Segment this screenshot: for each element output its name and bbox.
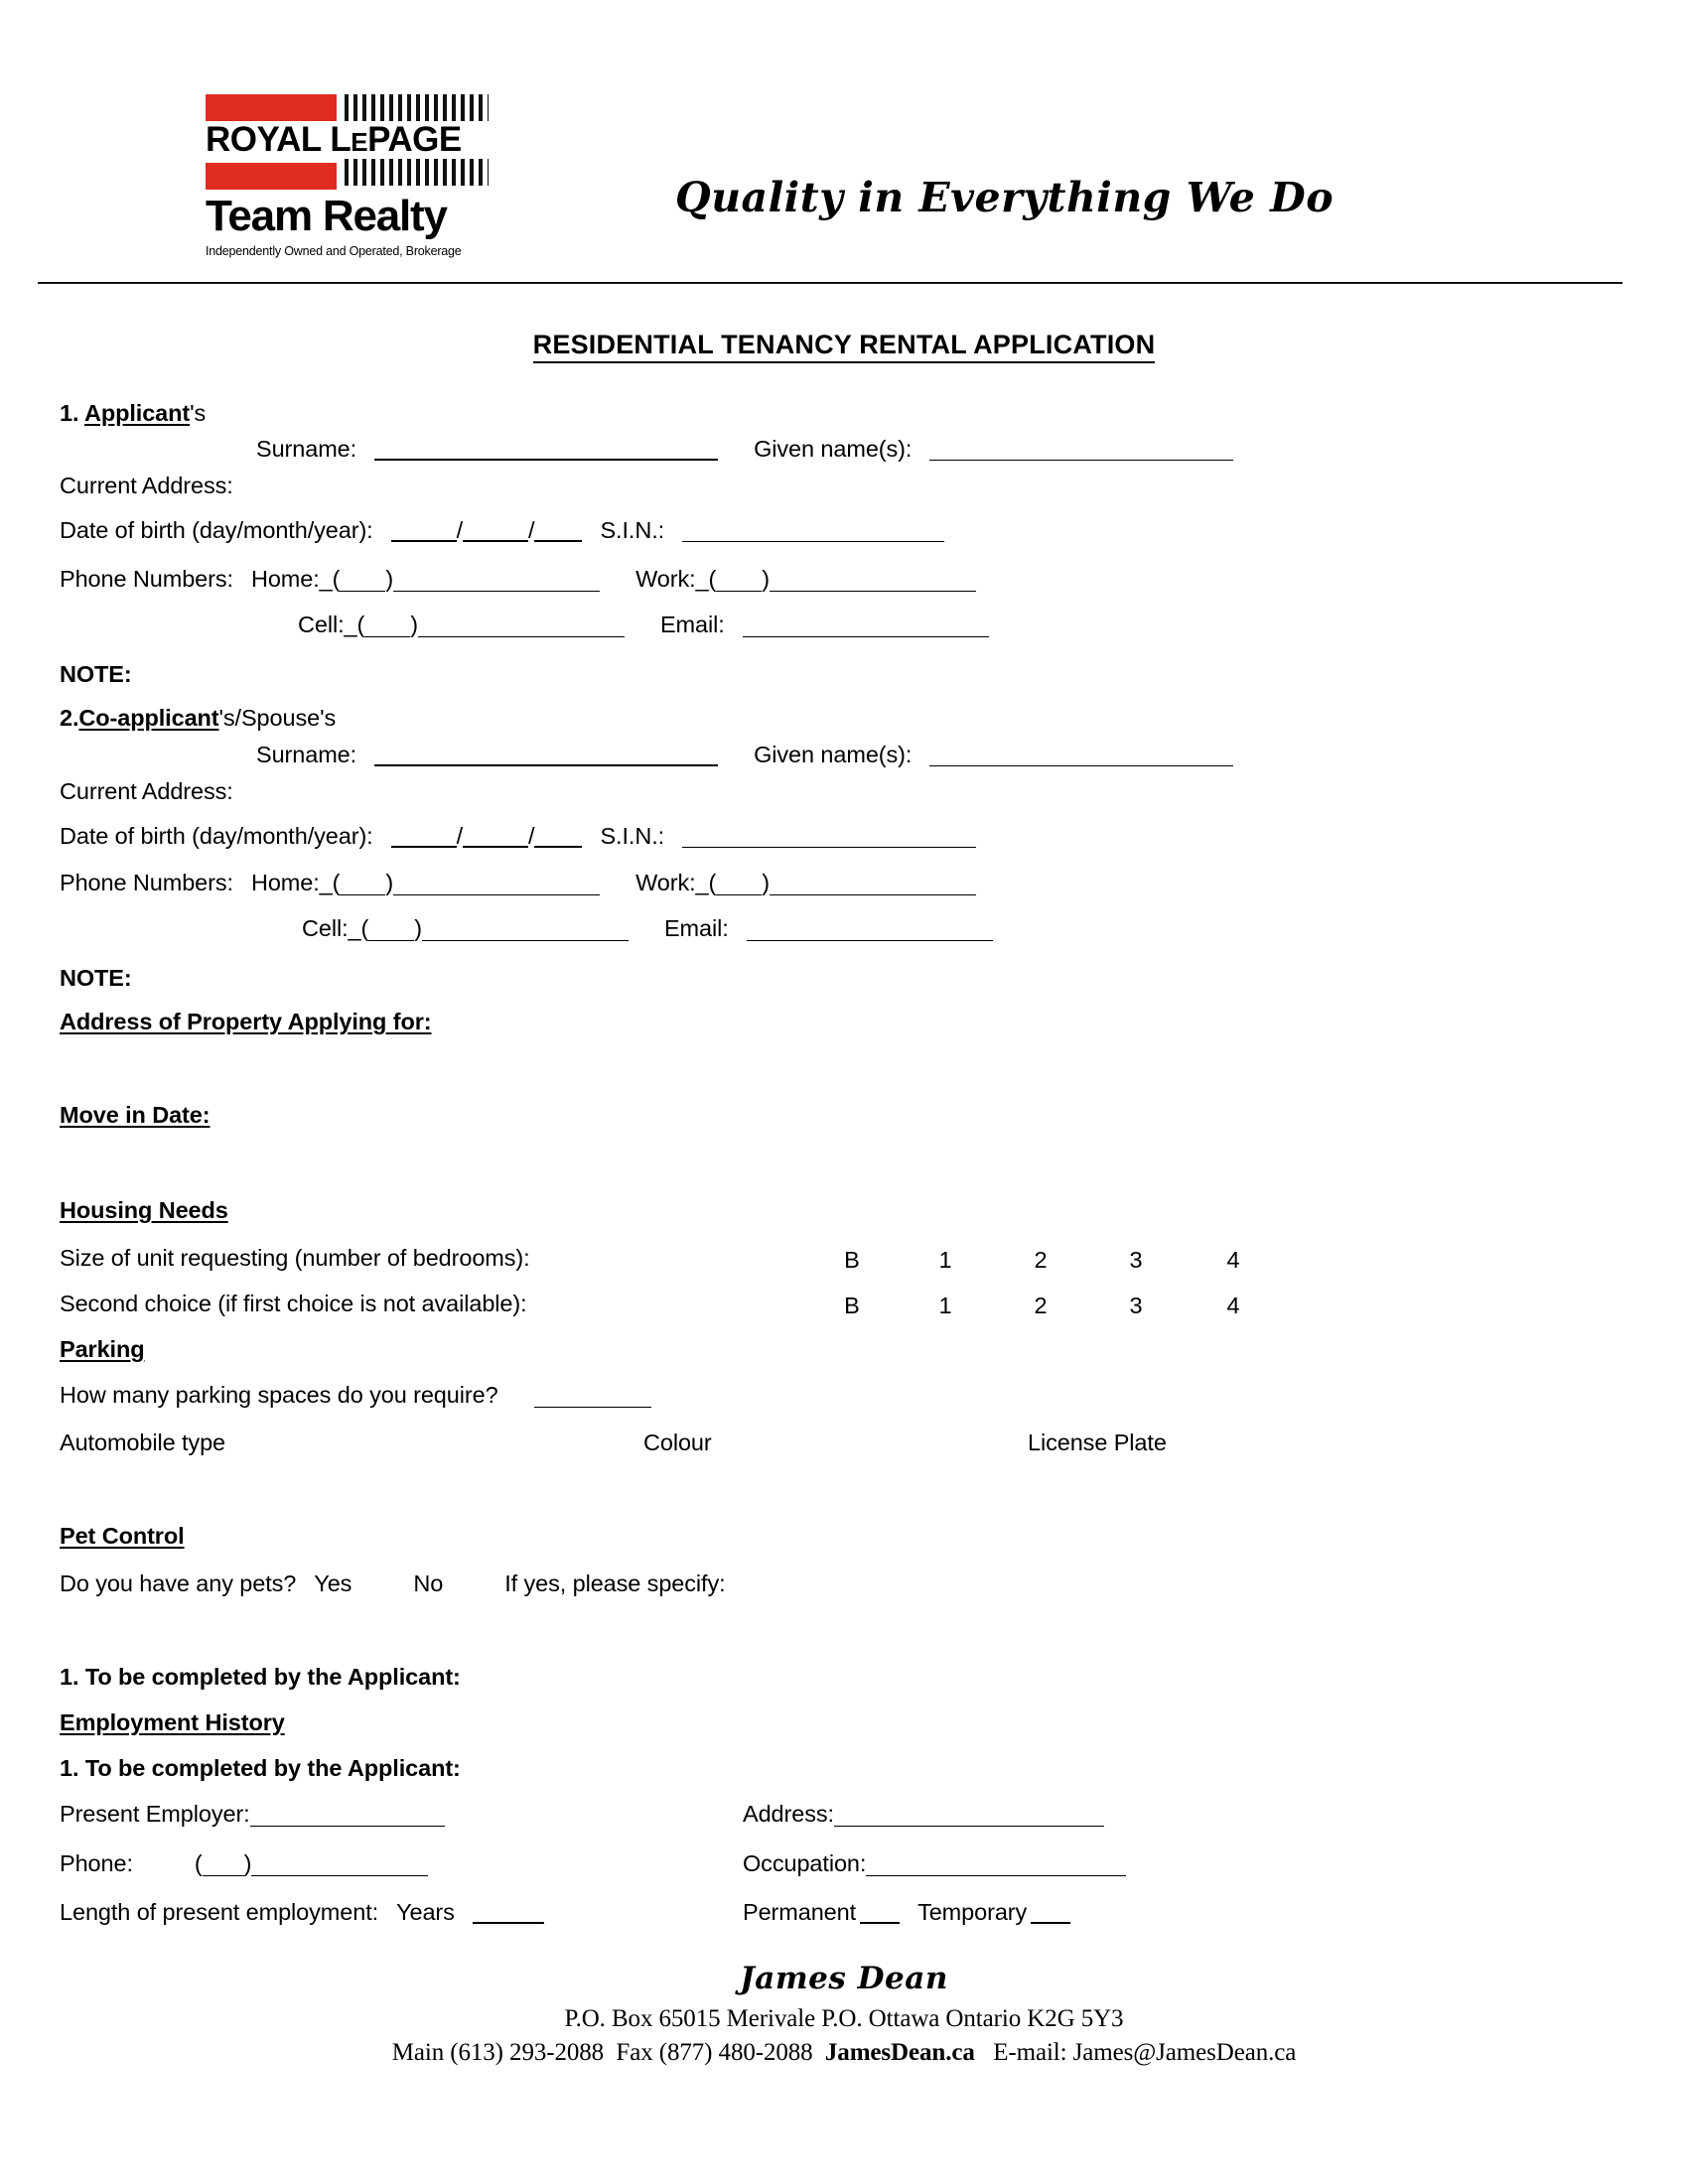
logo-bottom-row xyxy=(206,159,489,190)
coapplicant-surname-row xyxy=(256,743,1233,766)
parking-spaces-label: How many parking spaces do you require? xyxy=(60,1382,498,1408)
agent-name: James Dean xyxy=(740,1961,948,1996)
coapplicant-cell-paren-open: _( xyxy=(348,915,369,941)
employment-phone-number-input[interactable] xyxy=(251,1852,428,1875)
page-footer xyxy=(0,1961,1688,2070)
coapplicant-email-label: Email: xyxy=(663,915,729,941)
coapplicant-home-number-input[interactable] xyxy=(393,872,600,894)
employment-phone-label: Phone: xyxy=(60,1850,133,1876)
employment-completed-by-heading-2: 1. To be completed by the Applicant: xyxy=(60,1755,461,1781)
occupation-row xyxy=(743,1852,1126,1876)
present-employer-row xyxy=(60,1803,445,1827)
license-plate-label: License Plate xyxy=(1028,1430,1167,1455)
barcode-pattern-top-icon xyxy=(345,94,489,121)
pet-control-heading: Pet Control xyxy=(60,1523,185,1549)
coapplicant-cell-number-input[interactable] xyxy=(422,917,629,940)
logo-brand-tail: PAGE xyxy=(367,120,462,159)
coapplicant-dob-sep-2: / xyxy=(528,822,535,849)
second-choice-option-4[interactable]: 4 xyxy=(1226,1293,1240,1318)
page-title-text: RESIDENTIAL TENANCY RENTAL APPLICATION xyxy=(533,330,1156,363)
coapplicant-surname-label: Surname: xyxy=(256,741,357,767)
applicant-email-input[interactable] xyxy=(743,614,989,636)
coapplicant-given-input[interactable] xyxy=(929,744,1233,766)
employment-years-label: Years xyxy=(396,1898,455,1925)
applicant-phone-label: Phone Numbers: xyxy=(60,566,233,592)
applicant-home-number-input[interactable] xyxy=(393,568,600,591)
applicant-work-area-input[interactable] xyxy=(716,568,762,591)
logo-brand-lead: ROYAL L xyxy=(206,120,352,159)
coapplicant-sin-label: S.I.N.: xyxy=(600,822,665,849)
applicant-work-paren-open: _( xyxy=(695,566,717,592)
coapplicant-work-paren-open: _( xyxy=(695,870,717,895)
coapplicant-sin-input[interactable] xyxy=(682,825,976,848)
logo-red-bar-bottom xyxy=(206,163,337,190)
first-choice-option-2[interactable]: 2 xyxy=(1034,1247,1048,1273)
coapplicant-cell-row xyxy=(302,917,993,941)
coapplicant-phone-label: Phone Numbers: xyxy=(60,870,233,895)
coapplicant-heading xyxy=(60,707,336,731)
coapplicant-note-label: NOTE: xyxy=(60,965,132,991)
applicant-heading-suffix: 's xyxy=(190,400,207,426)
coapplicant-work-area-input[interactable] xyxy=(716,872,762,894)
applicant-home-paren-close: ) xyxy=(385,566,394,592)
employment-phone-area-input[interactable] xyxy=(203,1852,244,1875)
applicant-dob-month-input[interactable] xyxy=(463,518,528,542)
applicant-sin-label: S.I.N.: xyxy=(600,516,665,543)
present-employer-input[interactable] xyxy=(250,1803,445,1826)
second-choice-option-3[interactable]: 3 xyxy=(1129,1293,1143,1318)
applicant-dob-row xyxy=(60,518,944,542)
coapplicant-heading-suffix: 's/Spouse's xyxy=(218,705,337,731)
applicant-surname-row xyxy=(256,437,1233,461)
coapplicant-current-address-label: Current Address: xyxy=(60,778,233,804)
coapplicant-cell-paren-close: ) xyxy=(414,915,422,941)
employment-length-label: Length of present employment: xyxy=(60,1898,379,1925)
pet-question-label: Do you have any pets? xyxy=(60,1570,297,1596)
applicant-cell-paren-close: ) xyxy=(410,612,418,637)
applicant-cell-number-input[interactable] xyxy=(418,614,625,636)
first-choice-option-1[interactable]: 1 xyxy=(938,1247,952,1273)
applicant-given-input[interactable] xyxy=(929,438,1233,461)
main-phone: Main (613) 293-2088 xyxy=(391,2038,605,2066)
housing-second-choice-label: Second choice (if first choice is not available): xyxy=(60,1291,527,1316)
applicant-home-label: Home: xyxy=(250,566,320,592)
second-choice-option-1[interactable]: 1 xyxy=(938,1293,952,1318)
parking-spaces-input[interactable] xyxy=(534,1384,651,1407)
website-link[interactable]: JamesDean.ca xyxy=(824,2038,975,2066)
applicant-cell-paren-open: _( xyxy=(344,612,365,637)
coapplicant-email-input[interactable] xyxy=(747,917,993,940)
logo-brand-small-e: E xyxy=(351,127,368,157)
present-employer-label: Present Employer: xyxy=(60,1801,250,1827)
first-choice-option-4[interactable]: 4 xyxy=(1226,1247,1240,1273)
parking-heading: Parking xyxy=(60,1336,145,1362)
logo-red-bar-top xyxy=(206,94,337,121)
permanent-label: Permanent xyxy=(743,1898,857,1925)
logo-team-name: Team Realty xyxy=(206,192,447,241)
temporary-checkbox[interactable] xyxy=(1031,1900,1070,1924)
applicant-dob-year-input[interactable] xyxy=(534,518,582,542)
first-choice-option-b[interactable]: B xyxy=(844,1247,860,1273)
applicant-dob-label: Date of birth (day/month/year): xyxy=(60,516,373,543)
coapplicant-dob-year-input[interactable] xyxy=(534,824,582,848)
applicant-note-label: NOTE: xyxy=(60,661,132,687)
logo-top-row xyxy=(206,94,489,121)
applicant-work-number-input[interactable] xyxy=(770,568,976,591)
applicant-email-label: Email: xyxy=(659,612,725,637)
pet-question-row xyxy=(60,1572,726,1596)
employment-years-input[interactable] xyxy=(473,1900,544,1924)
applicant-home-area-input[interactable] xyxy=(340,568,385,591)
employment-phone-row xyxy=(60,1852,428,1876)
coapplicant-cell-label: Cell: xyxy=(302,915,349,941)
employment-phone-paren-close: ) xyxy=(243,1850,252,1876)
coapplicant-heading-number: 2. xyxy=(60,705,79,731)
fax-number: Fax (877) 480-2088 xyxy=(616,2038,813,2066)
applicant-phone-row xyxy=(60,568,976,592)
coapplicant-dob-row xyxy=(60,824,976,848)
applicant-sin-input[interactable] xyxy=(682,519,944,542)
applicant-home-paren-open: _( xyxy=(319,566,341,592)
office-address: P.O. Box 65015 Merivale P.O. Ottawa Ontario K2G 5Y3 xyxy=(564,2005,1124,2032)
coapplicant-phone-row xyxy=(60,872,976,895)
coapplicant-cell-area-input[interactable] xyxy=(368,917,414,940)
housing-first-choice-label: Size of unit requesting (number of bedrooms): xyxy=(60,1245,530,1271)
property-address-heading: Address of Property Applying for: xyxy=(60,1009,432,1034)
applicant-dob-day-input[interactable] xyxy=(391,518,457,542)
second-choice-option-b[interactable]: B xyxy=(844,1293,860,1318)
pet-specify-label: If yes, please specify: xyxy=(504,1570,726,1596)
employer-address-label: Address: xyxy=(743,1801,834,1827)
pet-no-option[interactable]: No xyxy=(413,1570,444,1596)
coapplicant-dob-month-input[interactable] xyxy=(463,824,528,848)
header-divider xyxy=(38,282,1622,284)
employer-address-row xyxy=(743,1803,1104,1827)
employment-type-row xyxy=(743,1900,1070,1924)
applicant-dob-sep-1: / xyxy=(456,516,464,543)
royal-lepage-logo xyxy=(206,94,489,259)
automobile-colour-label: Colour xyxy=(643,1430,712,1455)
employer-address-input[interactable] xyxy=(834,1803,1104,1826)
contact-line xyxy=(0,2036,1688,2070)
automobile-type-label: Automobile type xyxy=(60,1430,226,1455)
coapplicant-home-paren-open: _( xyxy=(319,870,341,895)
applicant-work-label: Work: xyxy=(635,566,696,592)
coapplicant-surname-input[interactable] xyxy=(374,743,718,766)
move-in-date-heading: Move in Date: xyxy=(60,1102,211,1128)
coapplicant-heading-word: Co-applicant xyxy=(78,705,219,731)
logo-brand-name xyxy=(206,122,489,158)
parking-spaces-row xyxy=(60,1384,651,1408)
second-choice-option-2[interactable]: 2 xyxy=(1034,1293,1048,1318)
first-choice-option-3[interactable]: 3 xyxy=(1129,1247,1143,1273)
page-title xyxy=(0,330,1688,360)
occupation-input[interactable] xyxy=(866,1852,1126,1875)
employment-completed-by-heading: 1. To be completed by the Applicant: xyxy=(60,1664,461,1690)
applicant-heading-number: 1. xyxy=(60,400,84,426)
coapplicant-work-number-input[interactable] xyxy=(770,872,976,894)
coapplicant-home-area-input[interactable] xyxy=(340,872,385,894)
coapplicant-home-label: Home: xyxy=(250,870,320,895)
housing-needs-heading: Housing Needs xyxy=(60,1197,228,1223)
applicant-current-address-label: Current Address: xyxy=(60,473,233,498)
pet-yes-option[interactable]: Yes xyxy=(314,1570,352,1596)
page-header xyxy=(0,0,1688,283)
applicant-heading xyxy=(60,402,206,426)
employment-history-heading: Employment History xyxy=(60,1709,285,1735)
applicant-surname-input[interactable] xyxy=(374,437,718,461)
logo-subtitle: Independently Owned and Operated, Brokerage xyxy=(206,244,462,259)
occupation-label: Occupation: xyxy=(743,1850,867,1876)
applicant-dob-sep-2: / xyxy=(528,516,535,543)
barcode-pattern-bottom-icon xyxy=(345,159,489,186)
applicant-heading-word: Applicant xyxy=(83,400,191,426)
coapplicant-work-paren-close: ) xyxy=(762,870,770,895)
email-address[interactable]: E-mail: James@JamesDean.ca xyxy=(993,2038,1297,2066)
applicant-cell-area-input[interactable] xyxy=(364,614,410,636)
coapplicant-dob-sep-1: / xyxy=(456,822,464,849)
applicant-surname-label: Surname: xyxy=(256,435,357,462)
permanent-checkbox[interactable] xyxy=(860,1900,900,1924)
coapplicant-dob-label: Date of birth (day/month/year): xyxy=(60,822,373,849)
applicant-given-label: Given name(s): xyxy=(754,435,913,462)
coapplicant-given-label: Given name(s): xyxy=(754,741,913,767)
coapplicant-dob-day-input[interactable] xyxy=(391,824,457,848)
company-tagline: Quality in Everything We Do xyxy=(675,174,1335,221)
coapplicant-home-paren-close: ) xyxy=(385,870,394,895)
applicant-work-paren-close: ) xyxy=(762,566,770,592)
employment-phone-paren-open: ( xyxy=(194,1850,203,1876)
applicant-cell-label: Cell: xyxy=(298,612,345,637)
employment-length-row xyxy=(60,1900,544,1924)
temporary-label: Temporary xyxy=(917,1898,1028,1925)
applicant-cell-row xyxy=(298,614,989,637)
coapplicant-work-label: Work: xyxy=(635,870,696,895)
